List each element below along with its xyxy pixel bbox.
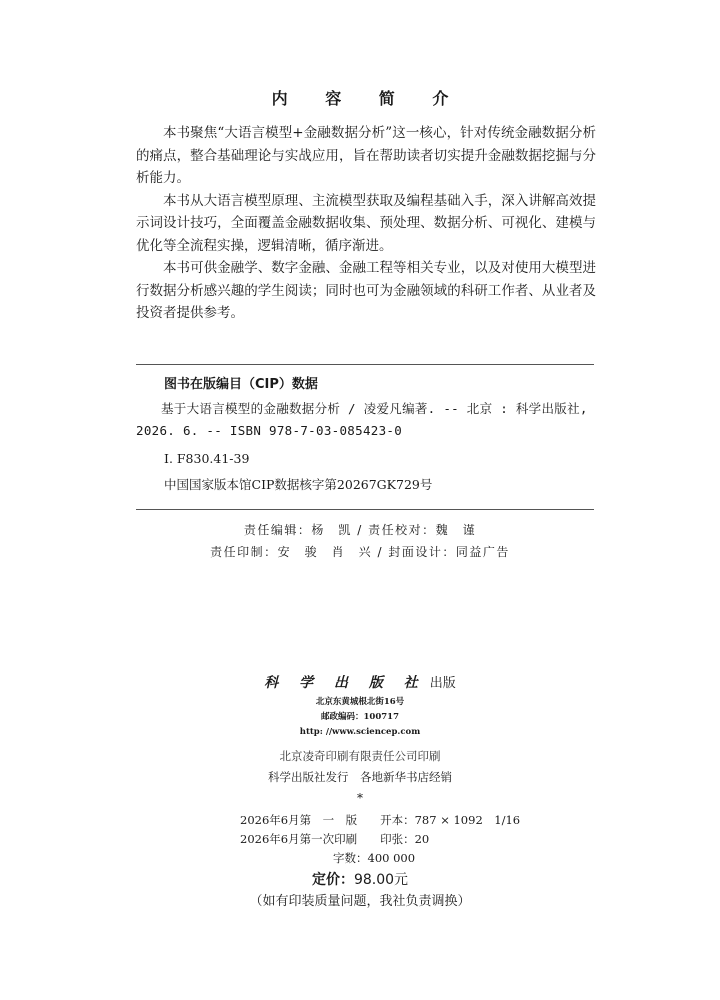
distribution-line: 科学出版社发行 各地新华书店经销 <box>268 770 452 784</box>
edition-row-1 <box>240 811 540 830</box>
credits-line-editors: 责任编辑：杨 凯 / 责任校对：魏 谨 <box>243 523 477 537</box>
summary-title: 内 容 简 介 <box>271 89 465 108</box>
summary-paragraph: 本书从大语言模型原理、主流模型获取及编程基础入手，深入讲解高效提示词设计技巧，全面覆盖金融数据收集、预处理、数据分析、可视化、建模与优化等全流程实操，逻辑清晰，循序渐进。 <box>136 192 596 254</box>
publisher-logo: 科 学 出 版 社 <box>264 675 426 691</box>
publisher-address: 北京东黄城根北街16号 <box>315 697 405 707</box>
printer-name: 北京凌奇印刷有限责任公司印刷 <box>279 749 441 763</box>
word-count: 字数：400 000 <box>333 851 416 865</box>
summary-paragraph: 本书聚焦“大语言模型+金融数据分析”这一核心，针对传统金融数据分析的痛点，整合基础理论与实战应用，旨在帮助读者切实提升金融数据挖掘与分析能力。 <box>136 125 596 186</box>
quality-notice: （如有印装质量问题，我社负责调换） <box>249 894 471 909</box>
summary-paragraph: 本书可供金融学、数字金融、金融工程等相关专业，以及对使用大模型进行数据分析感兴趣的学生阅读；同时也可为金融领域的科研工作者、从业者及投资者提供参考。 <box>136 260 596 321</box>
separator-star: * <box>357 791 363 805</box>
cip-bottom-divider <box>136 509 594 510</box>
format: 开本：787 × 1092 1/16 <box>380 813 521 827</box>
price-value: 98.00元 <box>353 872 409 888</box>
staff-credits <box>0 519 720 563</box>
cip-heading: 图书在版编目（CIP）数据 <box>164 377 318 392</box>
publisher-website: http: //www.sciencep.com <box>299 727 421 737</box>
first-printing: 2026年6月第一次印刷 <box>240 832 358 846</box>
edition-row-2 <box>240 830 540 849</box>
sheets: 印张：20 <box>380 832 430 846</box>
publisher-postcode: 邮政编码：100717 <box>321 712 399 722</box>
cip-record-number: 中国国家版本馆CIP数据核字第20267GK729号 <box>164 477 433 492</box>
cip-block <box>136 372 596 496</box>
cip-classification: Ⅰ. F830.41-39 <box>164 451 250 466</box>
cip-record: 基于大语言模型的金融数据分析 / 凌爱凡编著. -- 北京 : 科学出版社, 2026. 6. -- ISBN 978-7-03-085423-0 <box>136 401 588 438</box>
edition-info <box>240 811 540 868</box>
price-line <box>0 869 720 891</box>
price-label: 定价： <box>311 872 354 888</box>
publisher-suffix: 出版 <box>429 676 456 691</box>
credits-line-production: 责任印制：安 骏 肖 兴 / 封面设计：同益广告 <box>210 545 510 559</box>
publisher-block <box>0 672 720 808</box>
cip-top-divider <box>136 364 594 365</box>
first-edition: 2026年6月第 一 版 <box>240 813 358 827</box>
summary-text <box>136 122 596 325</box>
edition-row-3 <box>240 849 540 868</box>
publisher-line <box>0 672 720 695</box>
